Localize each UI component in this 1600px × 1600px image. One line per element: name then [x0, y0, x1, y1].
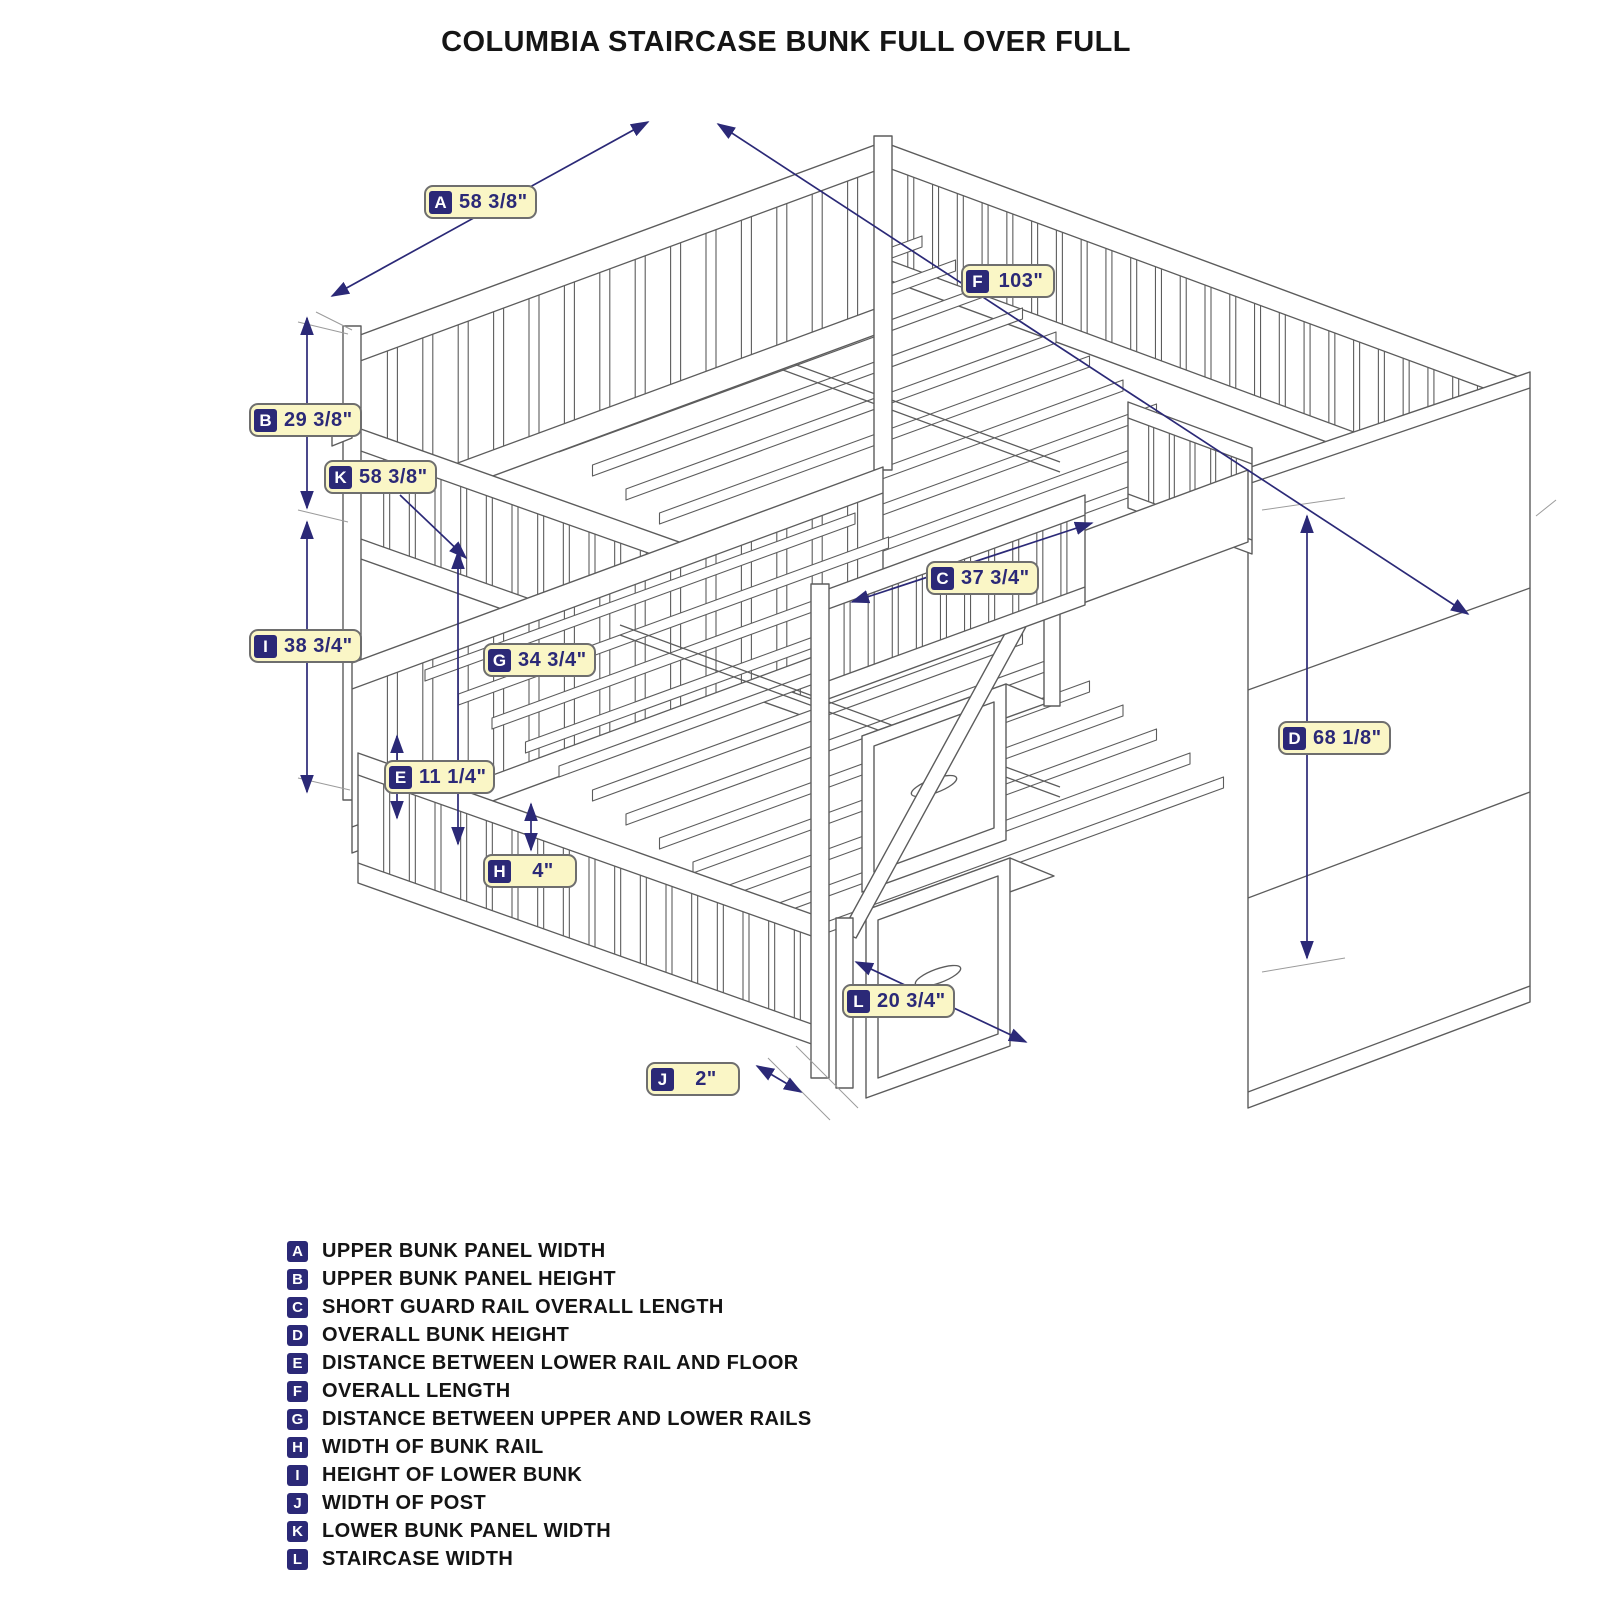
dim-value: 68 1/8" [1313, 726, 1382, 749]
dim-value: 58 3/8" [359, 465, 428, 488]
dim-letter-badge: A [429, 191, 452, 214]
dim-letter-badge: H [488, 860, 511, 883]
legend-label: OVERALL LENGTH [322, 1379, 511, 1402]
dim-value: 2" [695, 1067, 717, 1090]
legend-label: WIDTH OF POST [322, 1491, 487, 1514]
dim-value: 37 3/4" [961, 566, 1030, 589]
legend-row [287, 1548, 812, 1570]
legend-row [287, 1520, 812, 1542]
dim-callout-i [249, 629, 362, 663]
legend-row [287, 1268, 812, 1290]
legend-row [287, 1464, 812, 1486]
dim-value: 11 1/4" [419, 765, 487, 788]
dim-letter-badge: G [488, 649, 511, 672]
legend-row [287, 1352, 812, 1374]
dim-value: 34 3/4" [518, 648, 587, 671]
legend-letter-badge: G [287, 1409, 308, 1430]
diagram-title: COLUMBIA STAIRCASE BUNK FULL OVER FULL [441, 26, 1131, 58]
legend-label: HEIGHT OF LOWER BUNK [322, 1463, 583, 1486]
legend-letter-badge: A [287, 1241, 308, 1262]
dim-letter-badge: C [931, 567, 954, 590]
dim-letter-badge: I [254, 635, 277, 658]
dim-callout-b [249, 403, 362, 437]
legend-letter-badge: C [287, 1297, 308, 1318]
dimension-legend [287, 1240, 812, 1570]
dim-value: 29 3/8" [284, 408, 353, 431]
dim-callout-a [424, 185, 537, 219]
legend-letter-badge: E [287, 1353, 308, 1374]
legend-letter-badge: H [287, 1437, 308, 1458]
dim-callout-d [1278, 721, 1391, 755]
legend-row [287, 1324, 812, 1346]
dim-value: 58 3/8" [459, 190, 528, 213]
legend-label: DISTANCE BETWEEN LOWER RAIL AND FLOOR [322, 1351, 799, 1374]
legend-label: UPPER BUNK PANEL HEIGHT [322, 1267, 617, 1290]
legend-letter-badge: D [287, 1325, 308, 1346]
legend-row [287, 1296, 812, 1318]
dim-letter-badge: F [966, 270, 989, 293]
legend-label: LOWER BUNK PANEL WIDTH [322, 1519, 612, 1542]
dim-callout-h [483, 854, 577, 888]
dim-callout-l [842, 984, 955, 1018]
legend-letter-badge: K [287, 1521, 308, 1542]
dim-callout-f [961, 264, 1055, 298]
dim-value: 20 3/4" [877, 989, 946, 1012]
dim-callout-e [384, 760, 495, 794]
legend-label: UPPER BUNK PANEL WIDTH [322, 1239, 606, 1262]
dim-callout-g [483, 643, 596, 677]
dim-value: 4" [532, 859, 554, 882]
legend-letter-badge: I [287, 1465, 308, 1486]
dim-letter-badge: E [389, 766, 412, 789]
legend-label: SHORT GUARD RAIL OVERALL LENGTH [322, 1295, 724, 1318]
dim-callout-k [324, 460, 437, 494]
dim-callout-c [926, 561, 1039, 595]
dim-letter-badge: B [254, 409, 277, 432]
legend-label: OVERALL BUNK HEIGHT [322, 1323, 570, 1346]
legend-row [287, 1492, 812, 1514]
dim-letter-badge: D [1283, 727, 1306, 750]
legend-letter-badge: L [287, 1549, 308, 1570]
legend-row [287, 1240, 812, 1262]
dim-letter-badge: J [651, 1068, 674, 1091]
legend-label: WIDTH OF BUNK RAIL [322, 1435, 544, 1458]
dim-letter-badge: L [847, 990, 870, 1013]
legend-row [287, 1380, 812, 1402]
dim-value: 38 3/4" [284, 634, 353, 657]
legend-letter-badge: J [287, 1493, 308, 1514]
legend-label: DISTANCE BETWEEN UPPER AND LOWER RAILS [322, 1407, 812, 1430]
legend-row [287, 1408, 812, 1430]
dim-value: 103" [998, 269, 1044, 292]
dim-letter-badge: K [329, 466, 352, 489]
legend-letter-badge: F [287, 1381, 308, 1402]
legend-label: STAIRCASE WIDTH [322, 1547, 514, 1570]
legend-letter-badge: B [287, 1269, 308, 1290]
dim-callout-j [646, 1062, 740, 1096]
legend-row [287, 1436, 812, 1458]
